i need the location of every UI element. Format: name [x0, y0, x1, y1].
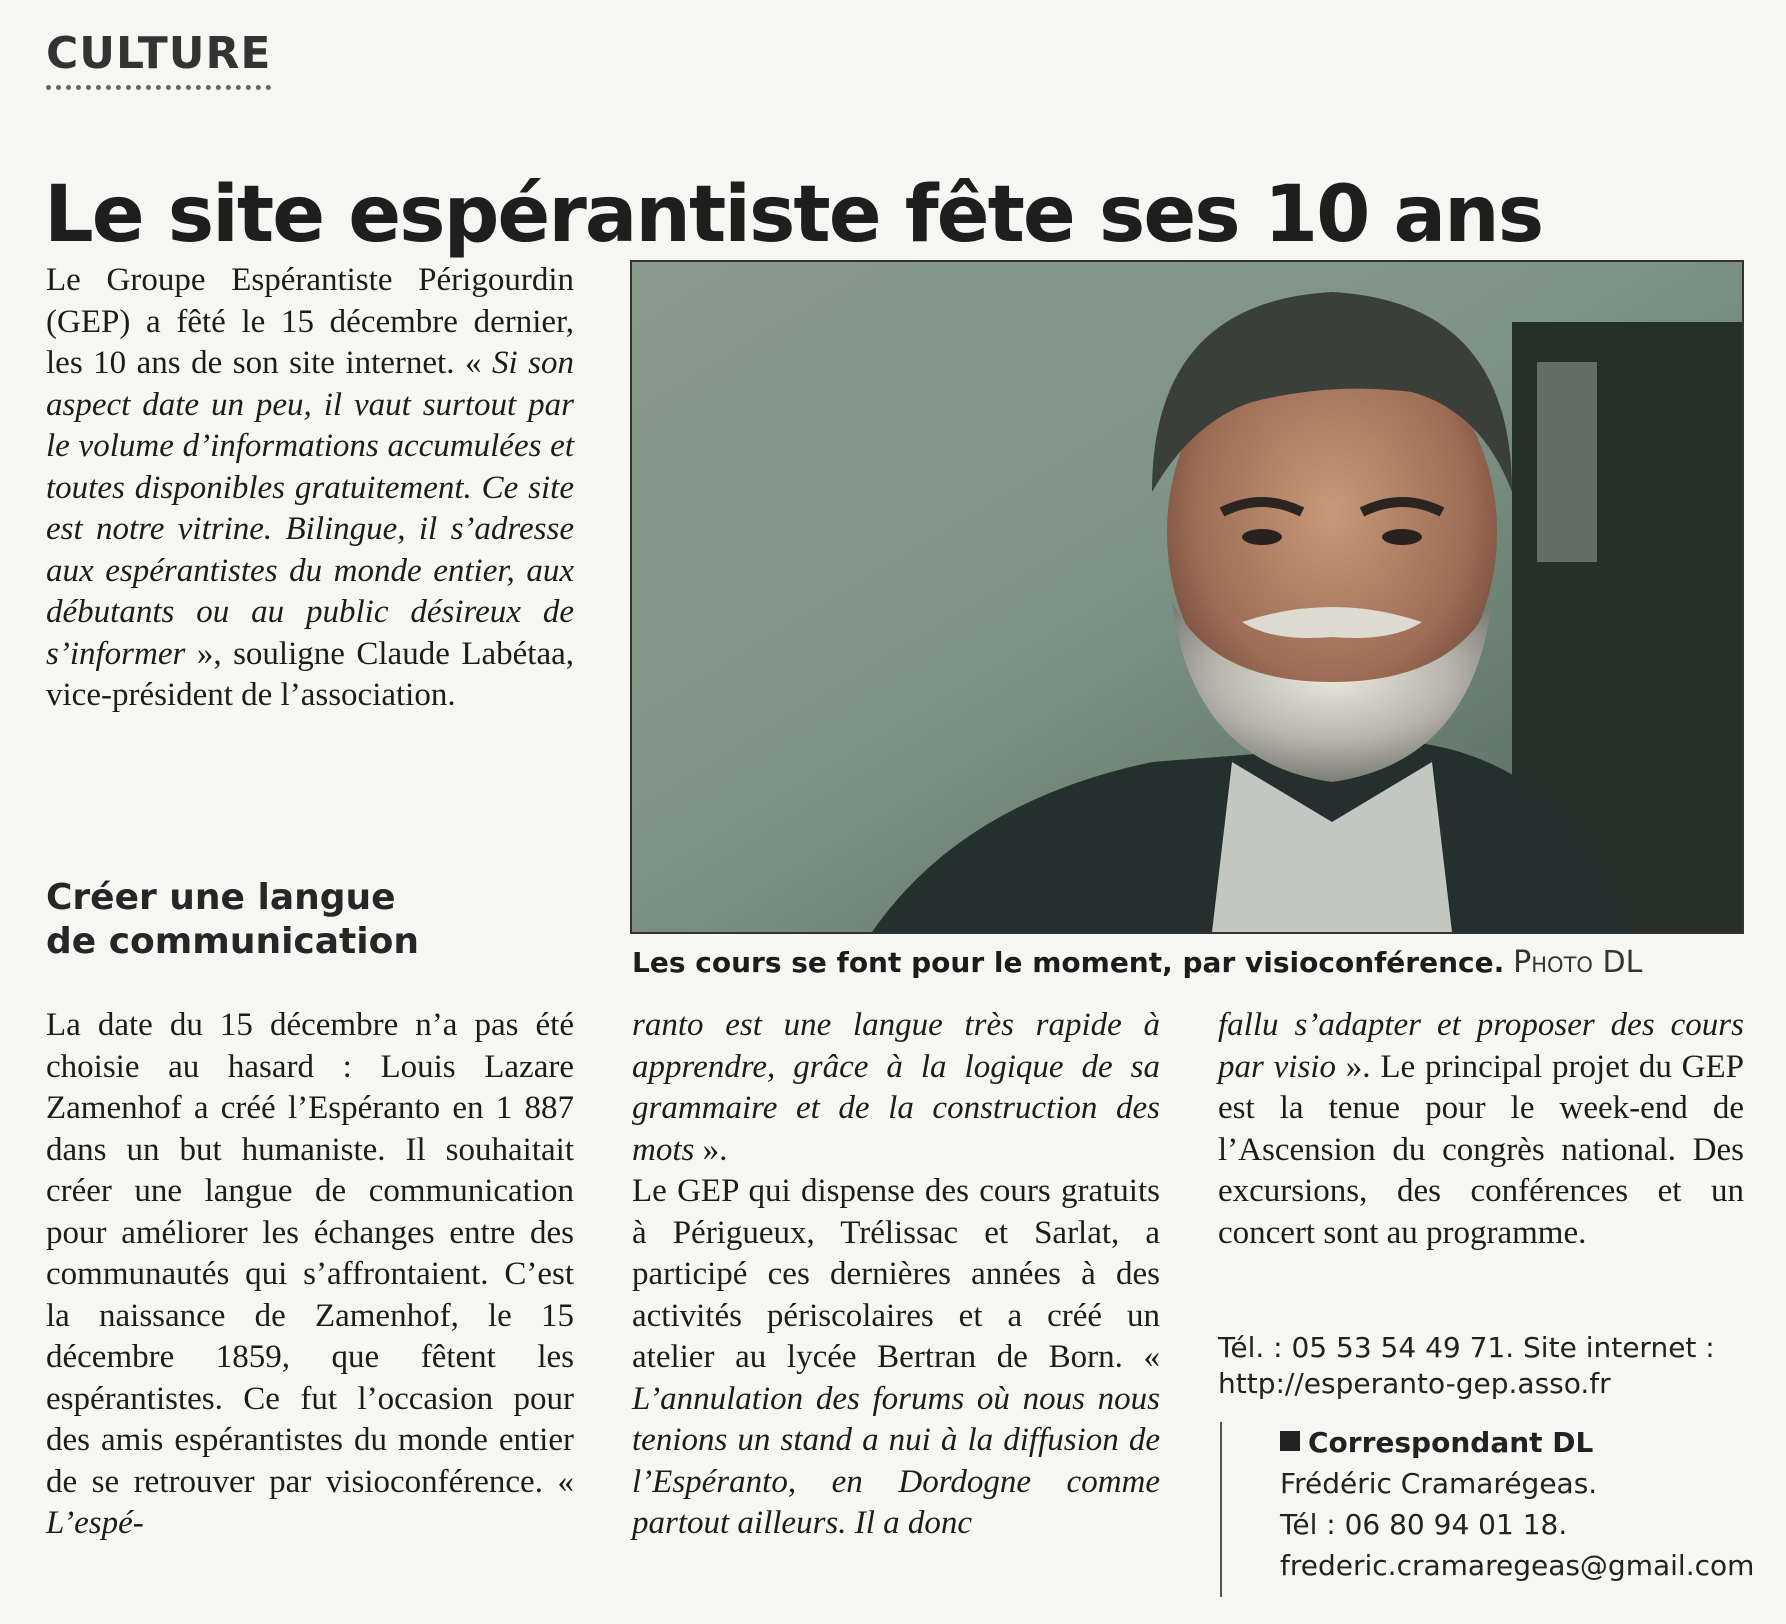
article-photo — [630, 260, 1744, 934]
body-column-3 — [1218, 1005, 1744, 1254]
contact-info — [1218, 1330, 1748, 1402]
body-column-1 — [46, 1005, 574, 1545]
intro-quote: Si son aspect date un peu, il vaut surtout par le volume d’informations accumulées et toutes disponibles gratuitement. Ce site est notre vitrine. Bilingue, il s’adresse aux espérantistes du monde entier, aux débutants ou au public désireux de s’informer — [46, 345, 574, 672]
square-bullet-icon — [1280, 1431, 1300, 1451]
subhead-line2: de communication — [46, 921, 419, 962]
correspondent-name: Frédéric Cramarégeas. — [1280, 1467, 1598, 1500]
photo-caption — [632, 945, 1742, 980]
section-rubric: CULTURE — [46, 28, 271, 90]
col2-close1: ». — [694, 1131, 728, 1168]
subhead-line1: Créer une langue — [46, 877, 396, 918]
col2-quote1: ranto est une langue très rapide à apprendre, grâce à la logique de sa grammaire et de la construction des mots — [632, 1007, 1160, 1168]
correspondent-email-link[interactable]: frederic.cramaregeas@gmail.com — [1280, 1549, 1755, 1582]
article-headline: Le site espérantiste fête ses 10 ans — [44, 170, 1543, 261]
contact-phone: Tél. : 05 53 54 49 71. Site internet : — [1218, 1331, 1715, 1364]
col2-text: Le GEP qui dispense des cours gratuits à Périgueux, Trélissac et Sarlat, a participé ces dernières années à des activités périscolaires et a créé un atelier au lycée Bertran de Born. « — [632, 1173, 1160, 1375]
correspondent-title — [1280, 1422, 1754, 1463]
caption-text: Les cours se font pour le moment, par visioconférence. — [632, 946, 1505, 979]
correspondent-title-text: Correspondant DL — [1308, 1426, 1594, 1459]
contact-website-link[interactable]: http://esperanto-gep.asso.fr — [1218, 1367, 1611, 1400]
col3-text: ». Le principal projet du GEP est la tenue pour le week-end de l’Ascension du congrès national. Des excursions, des conférences et un concert sont au programme. — [1218, 1048, 1744, 1251]
col2-quote2: L’annulation des forums où nous nous tenions un stand a nui à la diffusion de l’Espéranto, en Dordogne comme partout ailleurs. Il a donc — [632, 1380, 1160, 1541]
caption-credit: Photo DL — [1513, 945, 1643, 980]
portrait-illustration — [632, 262, 1742, 932]
section-subhead — [46, 876, 419, 964]
intro-lead: Le Groupe Espérantiste Périgourdin (GEP) a fêté le 15 décembre dernier, les 10 ans de son site internet. « — [46, 262, 574, 381]
body-column-2 — [632, 1005, 1160, 1545]
correspondent-phone: Tél : 06 80 94 01 18. — [1280, 1508, 1568, 1541]
intro-paragraph — [46, 260, 574, 717]
col1-quote: L’espé- — [46, 1505, 144, 1541]
col1-text: La date du 15 décembre n’a pas été choisie au hasard : Louis Lazare Zamenhof a créé l’Espéranto en 1 887 dans un but humaniste. Il souhaitait créer une langue de communication pour améliorer les échanges entre des communautés qui s’affrontaient. C’est la naissance de Zamenhof, le 15 décembre 1859, que fêtent les espérantistes. Ce fut l’occasion pour des amis espérantistes du monde entier de se retrouver par visioconférence. « — [46, 1007, 574, 1500]
correspondent-box — [1220, 1422, 1754, 1597]
intro-tail: », souligne Claude Labétaa, vice-président de l’association. — [46, 635, 574, 713]
col3-quote: fallu s’adapter et proposer des cours par visio — [1218, 1007, 1744, 1085]
